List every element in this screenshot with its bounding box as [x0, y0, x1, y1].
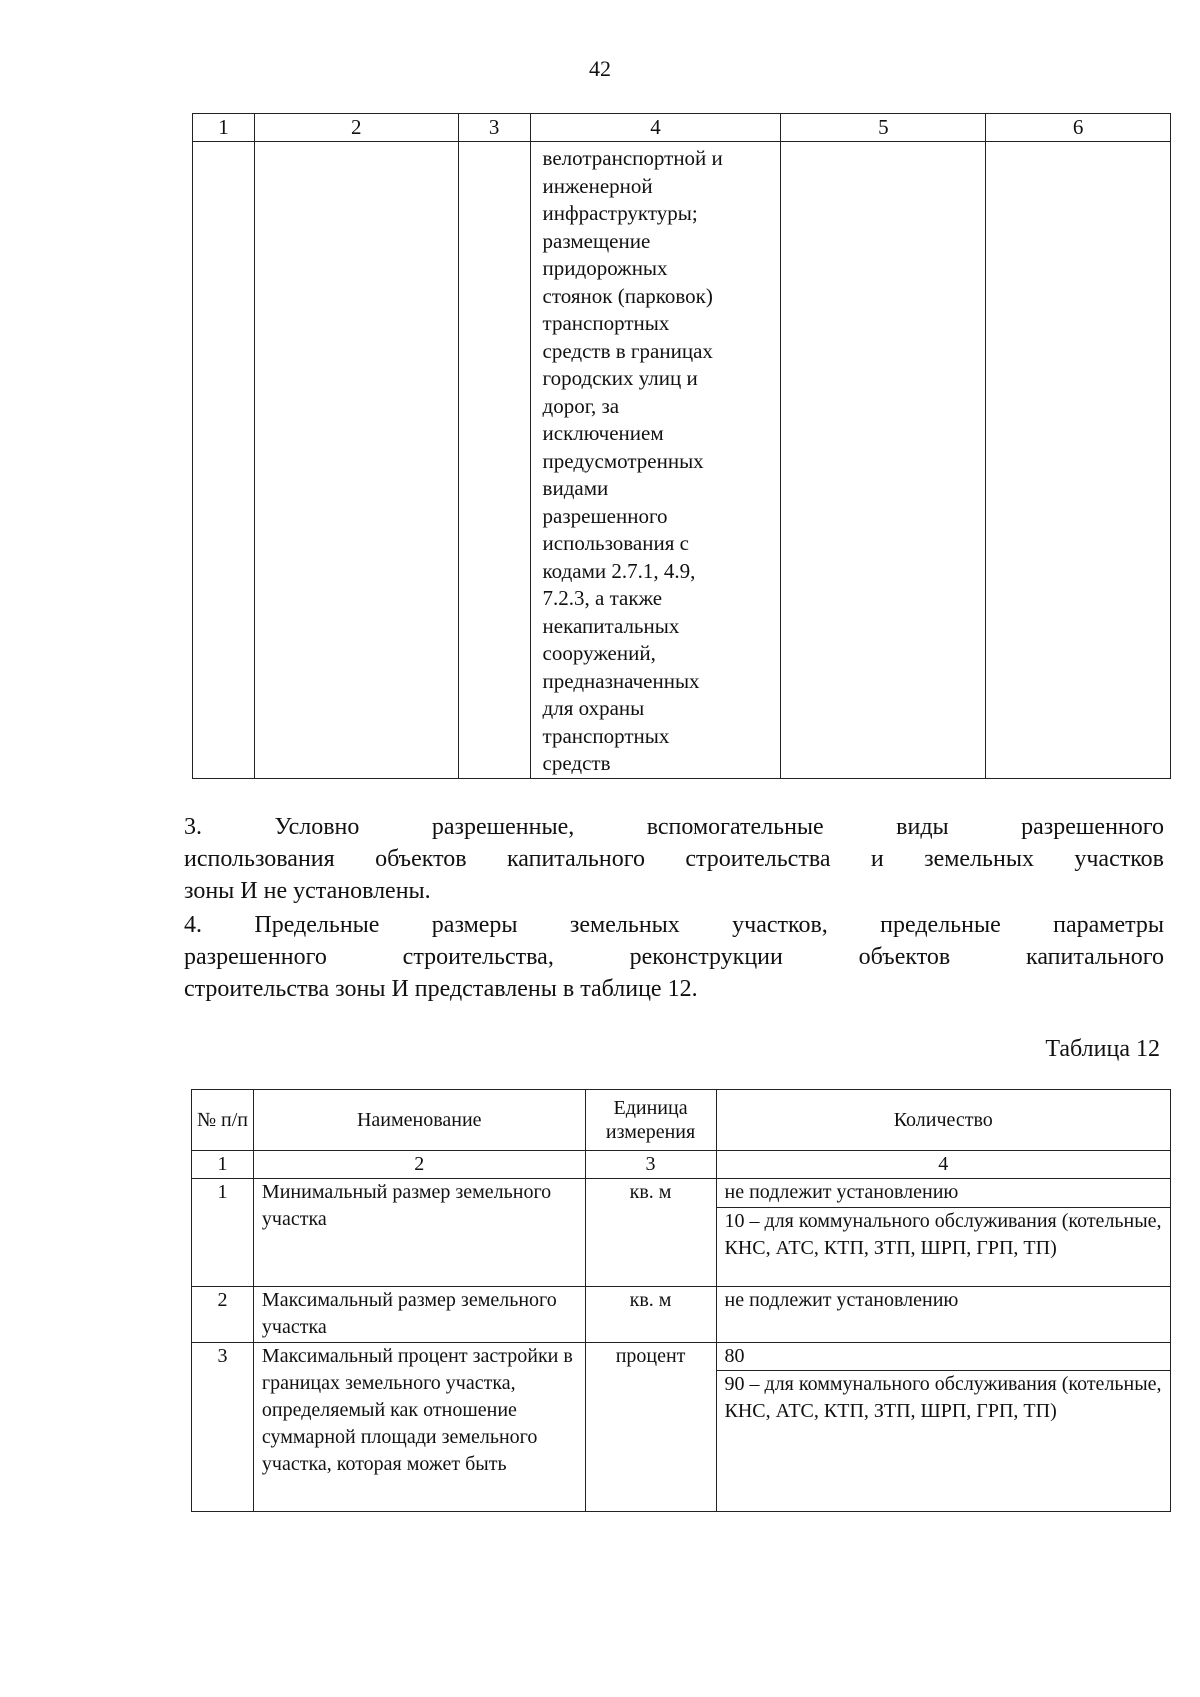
- table-12: [191, 1089, 1171, 1512]
- paragraph-3-line: использования объектов капитального строительства и земельных участков: [184, 846, 1164, 872]
- text-line: видами: [542, 476, 609, 500]
- empty-cell: [254, 142, 458, 779]
- text-line: размещение: [542, 228, 651, 253]
- empty-cell: [986, 142, 1171, 779]
- row-num: 2: [192, 1287, 254, 1343]
- header-name: Наименование: [253, 1090, 585, 1151]
- row-qty: 10 – для коммунального обслуживания (котельные, КНС, АТС, КТП, ЗТП, ШРП, ГРП, ТП): [716, 1208, 1170, 1287]
- text-line: сооружений,: [542, 641, 656, 665]
- text-line: транспортных: [542, 723, 670, 748]
- col-number: 1: [192, 1151, 254, 1179]
- row-qty: не подлежит установлению: [716, 1179, 1170, 1208]
- table-caption: Таблица 12: [1045, 1036, 1160, 1062]
- col-number: 1: [193, 114, 255, 142]
- col-number: 4: [716, 1151, 1170, 1179]
- empty-cell: [781, 142, 986, 779]
- row-name: Максимальный процент застройки в границах земельного участка, определяемый как отношение суммарной площади земельного участка, которая может быть: [253, 1343, 585, 1512]
- paragraph-4-line: строительства зоны И представлены в таблице 12.: [184, 976, 698, 1002]
- header-unit: Единица измерения: [585, 1090, 716, 1151]
- row-qty: 80: [716, 1343, 1170, 1371]
- col-number: 3: [585, 1151, 716, 1179]
- row-qty: 90 – для коммунального обслуживания (котельные, КНС, АТС, КТП, ЗТП, ШРП, ГРП, ТП): [716, 1371, 1170, 1512]
- row-num: 3: [192, 1343, 254, 1512]
- header-row: [192, 1090, 1171, 1151]
- text-line: использования с: [542, 531, 689, 555]
- paragraph-3-line: зоны И не установлены.: [184, 878, 431, 904]
- header-qty: Количество: [716, 1090, 1170, 1151]
- paragraph-4-line: разрешенного строительства, реконструкции объектов капитального: [184, 944, 1164, 970]
- row-name: Максимальный размер земельного участка: [253, 1287, 585, 1343]
- text-line: транспортных: [542, 311, 670, 335]
- table-row: [192, 1287, 1171, 1343]
- col-number: 6: [986, 114, 1171, 142]
- empty-cell: [193, 142, 255, 779]
- text-line: разрешенного: [542, 503, 668, 528]
- text-line: некапитальных: [542, 613, 680, 638]
- col-number: 2: [253, 1151, 585, 1179]
- table-row: [192, 1179, 1171, 1208]
- row-unit: кв. м: [585, 1179, 716, 1287]
- continuation-table: [192, 113, 1171, 779]
- col-number: 5: [781, 114, 986, 142]
- row-unit: кв. м: [585, 1287, 716, 1343]
- text-line: велотранспортной и: [542, 146, 723, 170]
- use-description-cell: [530, 142, 781, 779]
- text-line: придорожных: [542, 256, 668, 280]
- column-number-row: [193, 114, 1171, 142]
- text-line: исключением: [542, 421, 664, 445]
- page-number: 42: [589, 56, 611, 81]
- table-row: [192, 1343, 1171, 1371]
- text-line: для охраны: [542, 696, 645, 720]
- table-row: [193, 142, 1171, 779]
- row-name: Минимальный размер земельного участка: [253, 1179, 585, 1287]
- text-line: кодами 2.7.1, 4.9,: [542, 558, 696, 583]
- col-number: 4: [530, 114, 781, 142]
- text-line: стоянок (парковок): [542, 283, 713, 308]
- empty-cell: [458, 142, 530, 779]
- text-line: предназначенных: [542, 668, 700, 693]
- text-line: дорог, за: [542, 393, 620, 418]
- text-line: средств: [542, 751, 611, 775]
- col-number: 3: [458, 114, 530, 142]
- row-num: 1: [192, 1179, 254, 1287]
- column-number-row: [192, 1151, 1171, 1179]
- row-unit: процент: [585, 1343, 716, 1512]
- paragraph-4-line: 4. Предельные размеры земельных участков, предельные параметры: [184, 912, 1164, 938]
- text-line: средств в границах: [542, 338, 713, 363]
- text-line: городских улиц и: [542, 366, 698, 390]
- text-line: 7.2.3, а также: [542, 586, 663, 610]
- header-num: № п/п: [192, 1090, 254, 1151]
- row-qty: не подлежит установлению: [716, 1287, 1170, 1343]
- col-number: 2: [254, 114, 458, 142]
- paragraph-3-line: 3. Условно разрешенные, вспомогательные виды разрешенного: [184, 814, 1164, 840]
- text-line: предусмотренных: [542, 448, 704, 473]
- text-line: инженерной: [542, 173, 653, 198]
- text-line: инфраструктуры;: [542, 201, 698, 225]
